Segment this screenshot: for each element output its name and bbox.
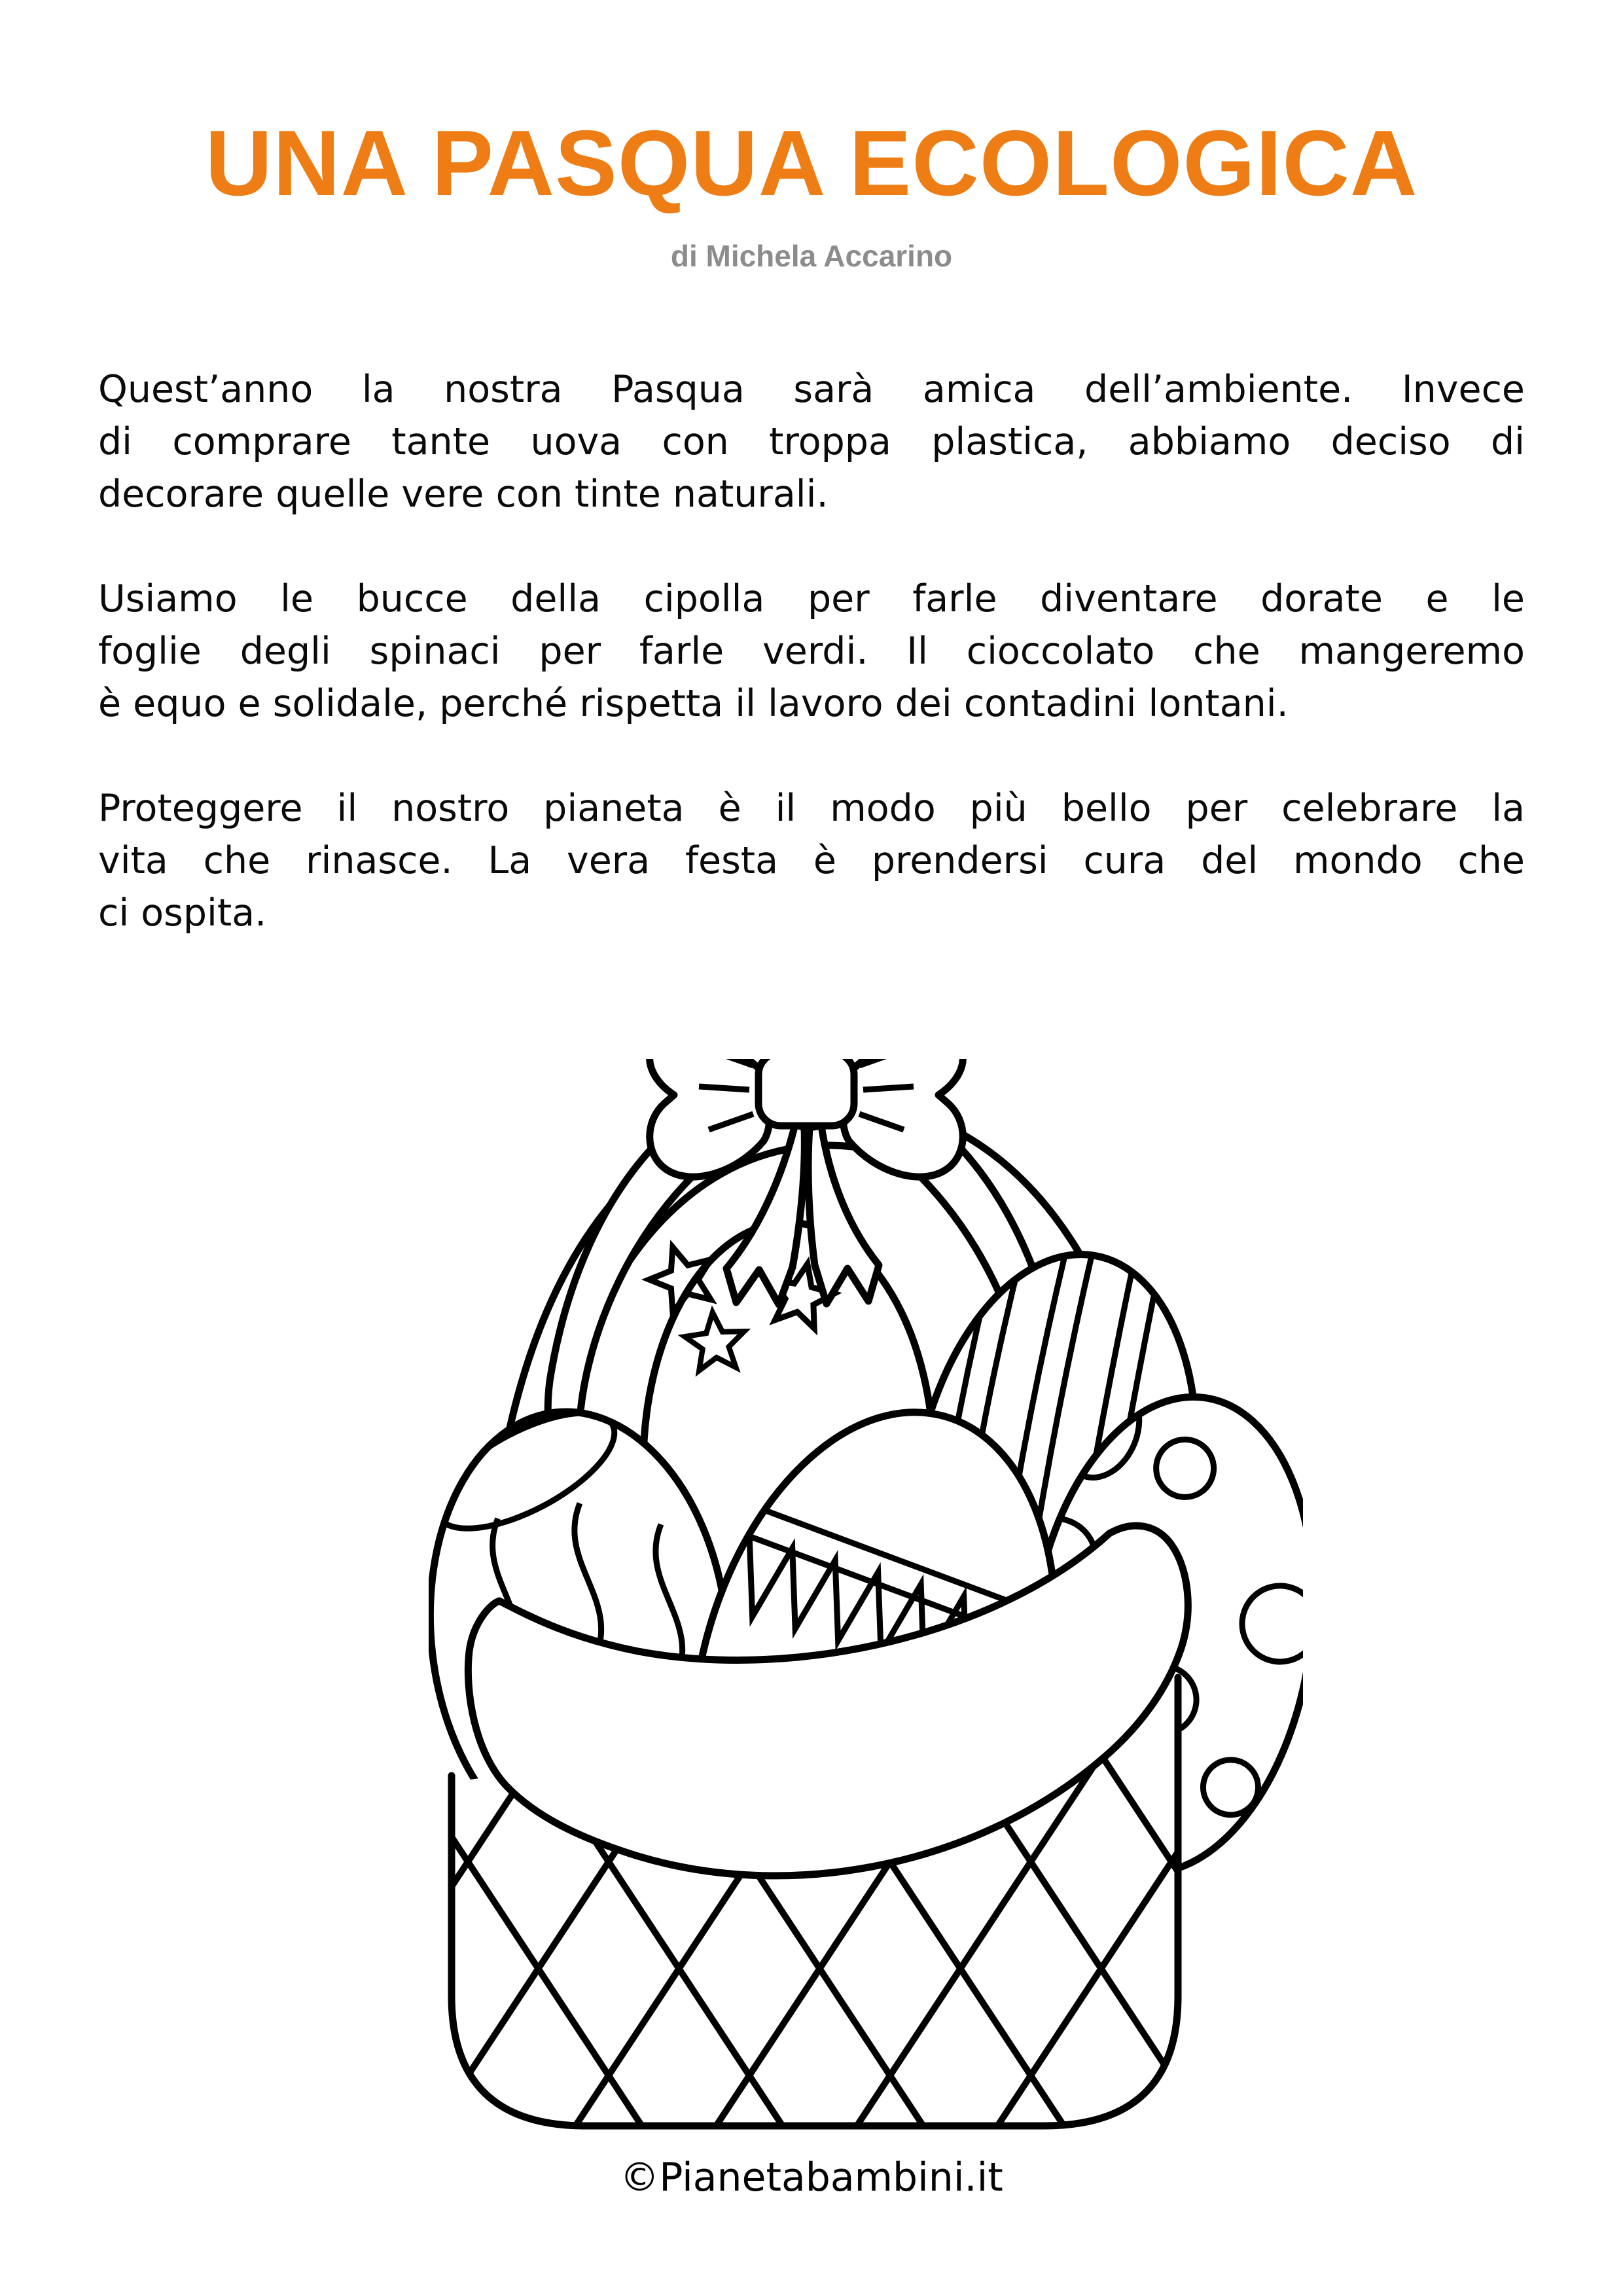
author-byline: di Michela Accarino	[670, 239, 953, 274]
easter-basket-illustration	[429, 1059, 1303, 2151]
paragraph-line: Proteggere il nostro pianeta è il modo più bello per celebrare la	[98, 787, 1525, 830]
paragraph	[98, 573, 1525, 730]
paragraph-line: ci ospita.	[98, 891, 267, 935]
paragraph-line: è equo e solidale, perché rispetta il lavoro dei contadini lontani.	[98, 682, 1289, 725]
paragraph-line: Usiamo le bucce della cipolla per farle diventare dorate e le	[98, 577, 1525, 620]
page-title: UNA PASQUA ECOLOGICA	[205, 111, 1418, 215]
story-text	[98, 363, 1525, 992]
paragraph-line: vita che rinasce. La vera festa è prendersi cura del mondo che	[98, 839, 1525, 882]
paragraph	[98, 782, 1525, 939]
paragraph	[98, 363, 1525, 520]
paragraph-line: foglie degli spinaci per farle verdi. Il cioccolato che mangeremo	[98, 630, 1525, 673]
paragraph-line: Quest’anno la nostra Pasqua sarà amica dell’ambiente. Invece	[98, 368, 1525, 411]
paragraph-line: decorare quelle vere con tinte naturali.	[98, 473, 829, 516]
paragraph-line: di comprare tante uova con troppa plastica, abbiamo deciso di	[98, 420, 1525, 463]
copyright-footer: ©Pianetabambini.it	[620, 2155, 1003, 2200]
